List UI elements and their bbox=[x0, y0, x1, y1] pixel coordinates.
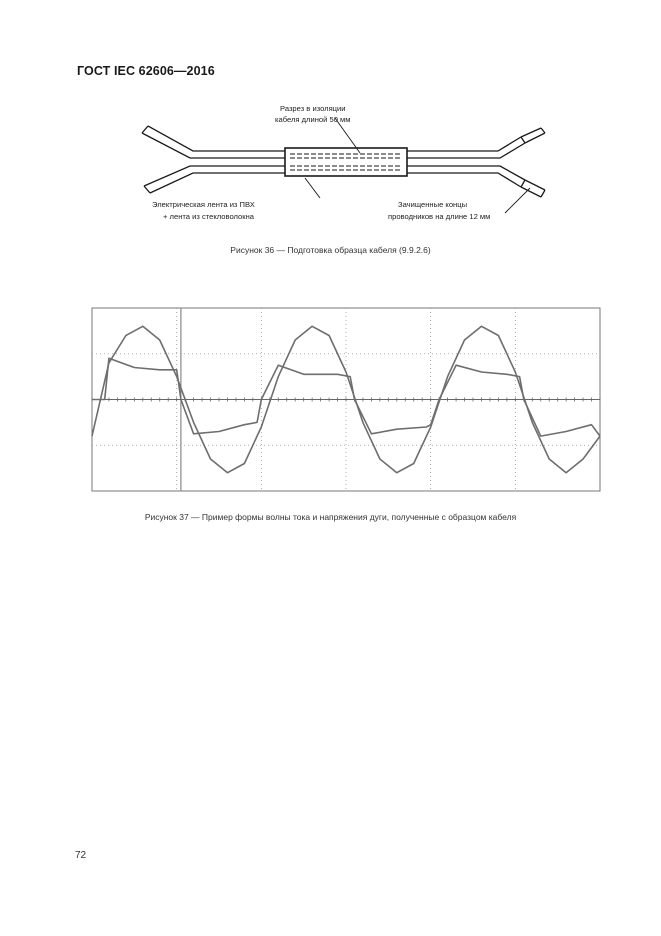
label-tape-2: + лента из стекловолокна bbox=[163, 212, 254, 221]
label-insulation-break-2: кабеля длиной 50 мм bbox=[275, 115, 351, 124]
page-number: 72 bbox=[75, 850, 87, 861]
cable-left-lower-branch bbox=[144, 166, 285, 186]
figure-37-caption: Рисунок 37 — Пример формы волны тока и напряжения дуги, полученные с образцом кабеля bbox=[144, 512, 517, 522]
insulation-break-sleeve bbox=[285, 148, 407, 176]
document-header: ГОСТ IEC 62606—2016 bbox=[77, 64, 215, 78]
label-tape-1: Электрическая лента из ПВХ bbox=[152, 200, 255, 209]
figure-36-caption: Рисунок 36 — Подготовка образца кабеля (9.9.2.6) bbox=[230, 245, 431, 255]
stripped-end-lower bbox=[521, 180, 545, 197]
cable-left-upper-branch bbox=[142, 133, 285, 158]
cable-sample-diagram bbox=[130, 98, 560, 233]
oscilloscope-waveform-chart bbox=[90, 306, 602, 493]
label-insulation-break-1: Разрез в изоляции bbox=[280, 104, 346, 113]
label-ends-1: Зачищенные концы bbox=[398, 200, 468, 209]
label-ends-2: проводников на длине 12 мм bbox=[388, 212, 491, 221]
stripped-end-upper bbox=[521, 128, 545, 143]
